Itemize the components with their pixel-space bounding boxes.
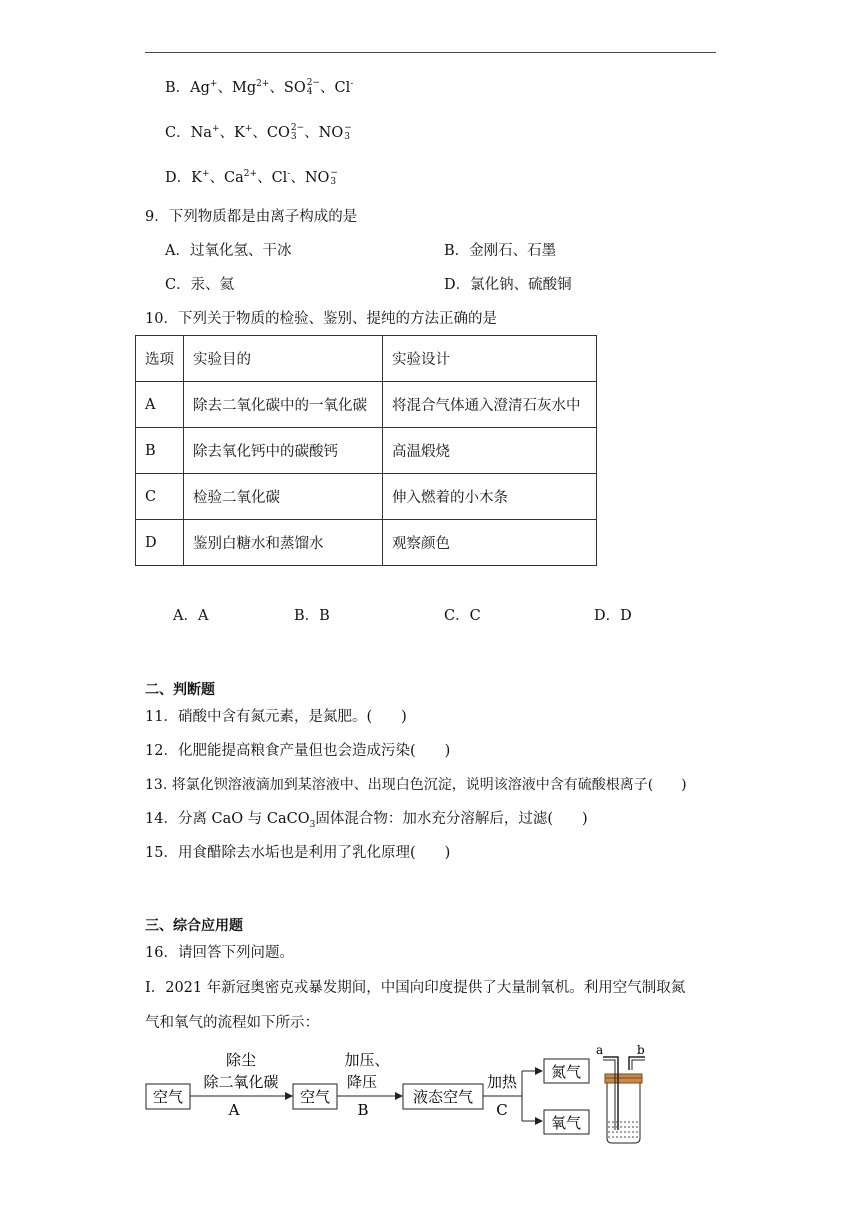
table-cell: D [136,520,184,566]
option-label: D． [165,170,192,186]
flow-box-air-1-label: 空气 [152,1088,184,1106]
section-3-title: 三、综合应用题 [145,918,243,934]
q9-option-b: B．金刚石、石墨 [444,243,557,259]
ion-formula: CO 2− 3 [266,123,305,142]
table-row [136,428,597,474]
table-cell: 观察颜色 [383,520,597,566]
q10-option-d: D．D [594,608,632,624]
table-cell: C [136,474,184,520]
flow-arrow-b-top2: 降压 [346,1073,378,1091]
q13: 13. 将氯化钡溶液滴加到某溶液中、出现白色沉淀，说明该溶液中含有硫酸根离子( ) [145,777,687,793]
header-rule [145,52,716,53]
flow-arrow-a-label: A [228,1101,240,1119]
header-cell: 实验设计 [383,336,597,382]
q9-option-a: A．过氧化氢、干冰 [165,243,292,259]
q16-stem: 16．请回答下列问题。 [145,945,294,961]
ion-formula: $Mg^{2+}$ [231,79,270,96]
ion-formula: Cl- [334,79,354,96]
q12: 12．化肥能提高粮食产量但也会造成污染( ) [145,743,451,759]
tube-a-label: a [596,1043,604,1057]
table-cell: 检验二氧化碳 [184,474,383,520]
q14-text-pre: 14．分离 CaO 与 CaCO [145,811,310,827]
table-cell: 伸入燃着的小木条 [383,474,597,520]
table-cell: 除去氧化钙中的碳酸钙 [184,428,383,474]
table-row [136,520,597,566]
flow-arrow-b-top1: 加压、 [344,1051,390,1069]
q10-option-c: C．C [444,608,481,624]
q9-stem: 9．下列物质都是由离子构成的是 [145,209,358,225]
flow-arrow-c-top: 加热 [486,1073,518,1091]
option-label: B． [165,80,191,96]
q14 [145,809,588,829]
q9-option-c: C．汞、氦 [165,277,235,293]
flow-box-liquid-air-label: 液态空气 [412,1088,474,1106]
header-cell: 选项 [136,336,184,382]
q10-option-b: B．B [294,608,330,624]
q10-option-a: A．A [173,608,209,624]
table-cell: B [136,428,184,474]
ion-formula: NO − 3 [304,168,338,187]
q15: 15．用食醋除去水垢也是利用了乳化原理( ) [145,845,451,861]
flow-box-air-2-label: 空气 [299,1088,331,1106]
q9-option-d: D．氯化钠、硫酸铜 [444,277,572,293]
q16-paragraph-line2: 气和氧气的流程如下所示： [145,1015,319,1031]
table-cell: 除去二氧化碳中的一氧化碳 [184,382,383,428]
ion-formula: K+ [234,124,253,141]
ion-formula: K+ [191,169,210,186]
q8-option-c: C．Na+、K+、CO 2− 3 、NO − 3 [165,123,352,142]
header-cell: 实验目的 [184,336,383,382]
ion-formula: $Ca^{2+}$ [224,169,258,186]
table-row [136,382,597,428]
flow-box-nitrogen-label: 氮气 [550,1063,582,1081]
table-cell: 高温煅烧 [383,428,597,474]
q8-option-d: D．K+、$Ca^{2+}$、Cl-、NO − 3 [165,168,338,187]
flow-arrow-b-label: B [357,1101,369,1119]
ion-formula: Cl- [271,169,291,186]
q10-stem: 10．下列关于物质的检验、鉴别、提纯的方法正确的是 [145,311,497,327]
q10-table [135,335,597,566]
table-cell: 将混合气体通入澄清石灰水中 [383,382,597,428]
q16-paragraph-line1: Ⅰ．2021 年新冠奥密克戎暴发期间，中国向印度提供了大量制氧机。利用空气制取氮 [145,980,686,996]
gas-collecting-bottle-icon [603,1057,645,1143]
flow-arrow-a-top1: 除尘 [225,1051,257,1069]
table-cell: 鉴别白糖水和蒸馏水 [184,520,383,566]
table-header-row [136,336,597,382]
section-2-title: 二、判断题 [145,682,215,698]
q11: 11．硝酸中含有氮元素，是氮肥。( ) [145,709,407,725]
flow-arrow-c-label: C [496,1101,508,1119]
ion-formula: SO 2− 4 [283,78,320,97]
table-cell: A [136,382,184,428]
flow-box-oxygen-label: 氧气 [550,1114,582,1132]
q14-text-post: 固体混合物：加水充分溶解后，过滤( ) [315,811,588,827]
tube-b-label: b [637,1043,645,1057]
ion-formula: Ag+ [190,79,218,96]
ion-formula: Na+ [190,124,220,141]
ion-formula: NO − 3 [318,123,352,142]
option-label: C． [165,125,191,141]
q14-subscript: 3 [309,819,316,830]
air-separation-flow-diagram [140,1040,680,1150]
q8-option-b: B．Ag+、$Mg^{2+}$、SO 2− 4 、Cl- [165,78,354,97]
flow-arrow-a-top2: 除二氧化碳 [203,1073,279,1091]
table-row [136,474,597,520]
